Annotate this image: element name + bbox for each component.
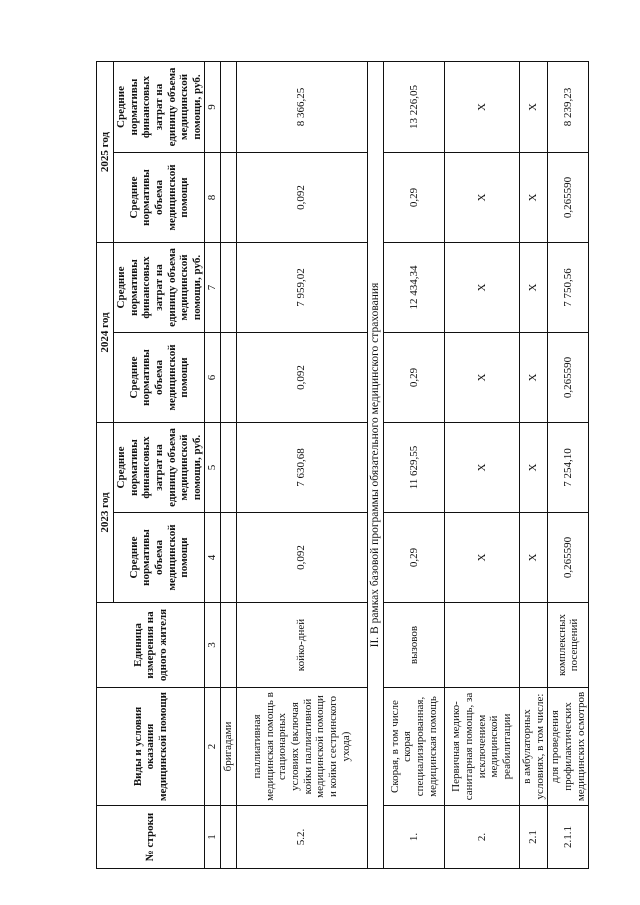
- value-cost-2024: X: [444, 243, 519, 333]
- value-volume-2024: X: [444, 333, 519, 423]
- row-unit: комплексных посещений: [548, 603, 589, 688]
- table-row-2-1-1: [548, 62, 589, 869]
- header-volume-2023: Средние нормативы объема медицинской помощи: [114, 513, 205, 603]
- column-numbers-row: [205, 62, 221, 869]
- row-unit: койко-дней: [236, 603, 367, 688]
- column-number: 7: [205, 243, 221, 333]
- value-cost-2023: 7 630,68: [236, 423, 367, 513]
- value-volume-2025: 0,29: [383, 153, 444, 243]
- row-type: Первичная медико-санитарная помощь, за исключением медицинской реабилитации: [444, 688, 519, 806]
- header-unit: Единица измерения на одного жителя: [97, 603, 205, 688]
- row-number: [221, 806, 237, 869]
- column-number: 3: [205, 603, 221, 688]
- table-row-1: [383, 62, 444, 869]
- value-volume-2023: 0,265590: [548, 513, 589, 603]
- column-number: 4: [205, 513, 221, 603]
- row-number: 1.: [383, 806, 444, 869]
- row-number: 2.1.1: [548, 806, 589, 869]
- value-volume-2023: X: [519, 513, 547, 603]
- value-volume-2023: 0,092: [236, 513, 367, 603]
- column-number: 2: [205, 688, 221, 806]
- value-volume-2023: 0,29: [383, 513, 444, 603]
- row-type: для проведения профилактических медицинских осмотров: [548, 688, 589, 806]
- row-type: паллиативная медицинская помощь в стационарных условиях (включая койки паллиативной медицинской помощи и койки сестринского ухода): [236, 688, 367, 806]
- header-year-2023: 2023 год: [97, 423, 114, 603]
- table-row-brigades: [221, 62, 237, 869]
- header-cost-2024: Средние нормативы финансовых затрат на единицу объема медицинской помощи, руб.: [114, 243, 205, 333]
- header-row-number: № строки: [97, 806, 205, 869]
- value-cost-2024: 12 434,34: [383, 243, 444, 333]
- column-number: 9: [205, 62, 221, 153]
- value-cost-2024: 7 959,02: [236, 243, 367, 333]
- row-number: 2.: [444, 806, 519, 869]
- row-type: бригадами: [221, 688, 237, 806]
- value-volume-2024: 0,092: [236, 333, 367, 423]
- column-number: 6: [205, 333, 221, 423]
- value-cost-2024: 7 750,56: [548, 243, 589, 333]
- value-volume-2025: X: [444, 153, 519, 243]
- value-cost-2025: X: [519, 62, 547, 153]
- medical-norms-table: [96, 61, 589, 869]
- row-number: 5.2.: [236, 806, 367, 869]
- row-number: 2.1: [519, 806, 547, 869]
- table-row-5-2: [236, 62, 367, 869]
- row-unit: [519, 603, 547, 688]
- value-cost-2023: X: [444, 423, 519, 513]
- section-title: II. В рамках базовой программы обязательного медицинского страхования: [367, 62, 383, 869]
- header-row-years: [97, 62, 114, 869]
- value-volume-2025: 0,092: [236, 153, 367, 243]
- header-volume-2025: Средние нормативы объема медицинской помощи: [114, 153, 205, 243]
- value-volume-2024: X: [519, 333, 547, 423]
- header-types-conditions: Виды и условия оказания медицинской помощи: [97, 688, 205, 806]
- section-header-row: [367, 62, 383, 869]
- value-cost-2025: 13 226,05: [383, 62, 444, 153]
- value-volume-2023: X: [444, 513, 519, 603]
- value-cost-2023: 7 254,10: [548, 423, 589, 513]
- column-number: 8: [205, 153, 221, 243]
- value-cost-2024: X: [519, 243, 547, 333]
- value-cost-2023: 11 629,55: [383, 423, 444, 513]
- row-type: в амбулаторных условиях, в том числе:: [519, 688, 547, 806]
- value-cost-2025: 8 366,25: [236, 62, 367, 153]
- value-volume-2025: 0,265590: [548, 153, 589, 243]
- value-volume-2025: X: [519, 153, 547, 243]
- row-unit: [444, 603, 519, 688]
- row-type: Скорая, в том числе скорая специализированная, медицинская помощь: [383, 688, 444, 806]
- column-number: 5: [205, 423, 221, 513]
- header-cost-2023: Средние нормативы финансовых затрат на единицу объема медицинской помощи, руб.: [114, 423, 205, 513]
- row-unit: вызовов: [383, 603, 444, 688]
- value-cost-2025: X: [444, 62, 519, 153]
- table-row-2: [444, 62, 519, 869]
- header-year-2025: 2025 год: [97, 62, 114, 243]
- table-row-2-1: [519, 62, 547, 869]
- value-cost-2025: 8 239,23: [548, 62, 589, 153]
- header-cost-2025: Средние нормативы финансовых затрат на единицу объема медицинской помощи, руб.: [114, 62, 205, 153]
- value-volume-2024: 0,29: [383, 333, 444, 423]
- value-cost-2023: X: [519, 423, 547, 513]
- header-year-2024: 2024 год: [97, 243, 114, 423]
- value-volume-2024: 0,265590: [548, 333, 589, 423]
- column-number: 1: [205, 806, 221, 869]
- header-volume-2024: Средние нормативы объема медицинской помощи: [114, 333, 205, 423]
